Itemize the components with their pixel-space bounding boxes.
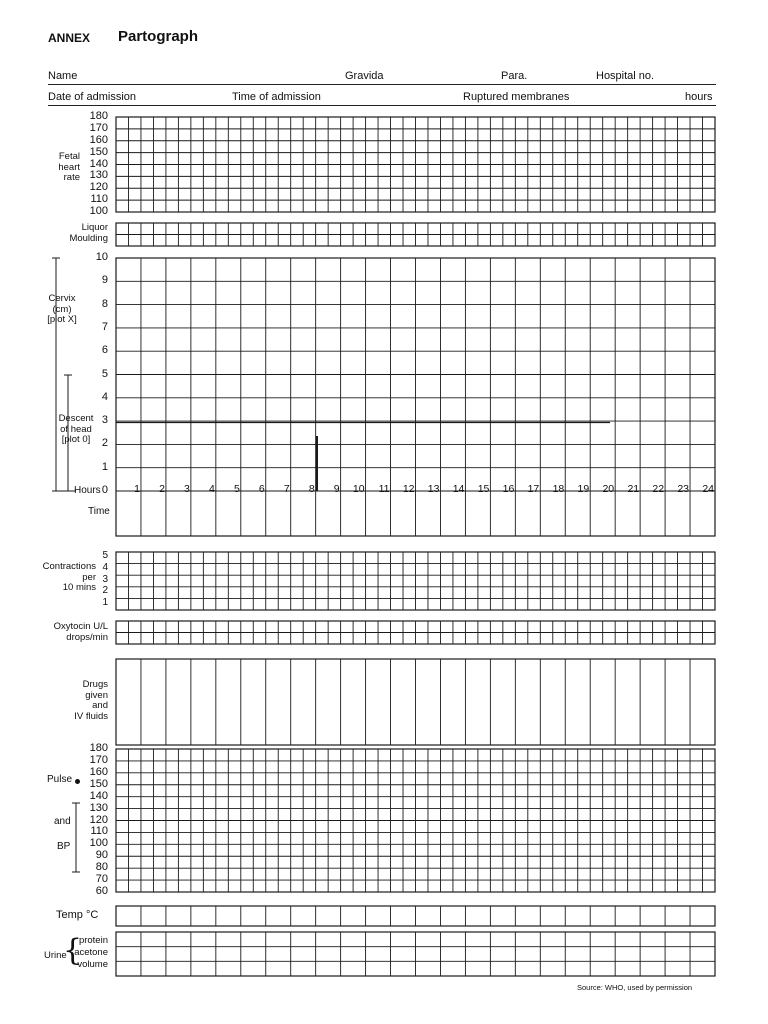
annex-label: ANNEX	[48, 31, 91, 45]
hour-label: 10	[352, 483, 365, 495]
contractions-label: Contractions per 10 mins	[42, 561, 96, 593]
hour-label: 6	[258, 483, 265, 495]
hour-label: 18	[552, 483, 565, 495]
axis-tick-label: 160	[89, 765, 108, 778]
page-title: Partograph	[118, 28, 199, 45]
axis-tick-label: 80	[95, 861, 108, 874]
axis-tick-label: 100	[89, 205, 108, 217]
axis-tick-label: 120	[89, 181, 108, 194]
gravida-field-label: Gravida	[345, 70, 384, 82]
axis-tick-label: 5	[102, 550, 108, 561]
hour-label: 8	[308, 483, 315, 495]
time-of-admission-label: Time of admission	[232, 91, 321, 103]
time-row-label: Time	[88, 506, 110, 517]
bp-label: BP	[57, 841, 71, 852]
pulse-label: Pulse	[47, 774, 73, 785]
hours-label: hours	[685, 91, 713, 103]
axis-tick-label: 4	[102, 561, 108, 573]
axis-tick-label: 140	[89, 157, 108, 170]
hour-label: 23	[677, 483, 690, 495]
hour-label: 17	[527, 483, 540, 495]
urine-rows-label: protein acetone volume	[74, 935, 108, 970]
hour-label: 13	[427, 483, 440, 495]
source-note: Source: WHO, used by permission	[577, 983, 693, 992]
liquor-moulding-label: Liquor Moulding	[69, 222, 108, 244]
descent-of-head-label: Descent of head [plot 0]	[58, 413, 94, 445]
axis-tick-label: 130	[89, 169, 108, 182]
axis-tick-label: 2	[102, 585, 108, 597]
axis-tick-label: 120	[89, 813, 108, 826]
ruptured-membranes-label: Ruptured membranes	[463, 91, 570, 103]
hour-label: 9	[333, 483, 340, 495]
axis-tick-label: 60	[95, 885, 108, 897]
fetal-heart-rate-label: Fetal heart rate	[58, 151, 80, 183]
date-of-admission-label: Date of admission	[48, 91, 137, 103]
axis-tick-label: 130	[89, 801, 108, 814]
hour-label: 16	[502, 483, 515, 495]
hour-label: 11	[378, 483, 390, 495]
temp-label: Temp °C	[56, 909, 99, 921]
axis-tick-label: 3	[102, 573, 108, 585]
axis-tick-label: 100	[89, 837, 108, 850]
axis-tick-label: 4	[101, 390, 108, 403]
axis-tick-label: 140	[89, 789, 108, 802]
axis-tick-label: 5	[101, 367, 108, 380]
hour-label: 14	[452, 483, 465, 495]
axis-tick-label: 0	[101, 484, 108, 496]
axis-tick-label: 110	[90, 193, 108, 206]
hour-label: 4	[208, 483, 215, 495]
hour-label: 15	[477, 483, 490, 495]
hour-label: 19	[577, 483, 590, 495]
axis-tick-label: 6	[101, 344, 108, 357]
hour-label: 12	[402, 483, 415, 495]
hour-label: 7	[283, 483, 290, 495]
axis-tick-label: 170	[89, 753, 108, 766]
axis-tick-label: 1	[102, 597, 108, 608]
hour-label: 21	[627, 483, 640, 495]
axis-tick-label: 10	[95, 251, 108, 263]
axis-tick-label: 90	[95, 849, 108, 862]
axis-tick-label: 180	[89, 742, 108, 754]
axis-tick-label: 170	[89, 121, 108, 134]
hour-label: 2	[159, 483, 165, 495]
hour-label: 1	[134, 483, 140, 495]
name-field-label: Name	[48, 70, 78, 82]
hour-label: 3	[184, 483, 190, 495]
axis-tick-label: 9	[101, 274, 108, 287]
axis-tick-label: 7	[101, 320, 108, 333]
hour-label: 20	[602, 483, 615, 495]
drugs-label: Drugs given and IV fluids	[74, 679, 108, 722]
axis-tick-label: 70	[95, 873, 108, 886]
hours-axis-label: Hours	[74, 485, 101, 496]
hospital-no-field-label: Hospital no.	[596, 70, 655, 82]
cervix-label: Cervix (cm) [plot X]	[47, 293, 77, 325]
axis-tick-label: 150	[89, 145, 108, 158]
urine-brace-icon: {	[63, 933, 83, 968]
axis-tick-label: 2	[101, 437, 108, 450]
hour-label: 5	[233, 483, 240, 495]
axis-tick-label: 1	[101, 460, 108, 473]
axis-tick-label: 160	[89, 133, 108, 146]
hour-label: 22	[652, 483, 665, 495]
para-field-label: Para.	[501, 70, 528, 82]
axis-tick-label: 180	[89, 110, 108, 122]
axis-tick-label: 150	[89, 777, 108, 790]
axis-tick-label: 110	[90, 825, 108, 838]
hour-label: 24	[702, 483, 714, 495]
axis-tick-label: 8	[101, 297, 108, 310]
and-label: and	[54, 816, 71, 827]
axis-tick-label: 3	[101, 414, 108, 427]
oxytocin-label: Oxytocin U/L drops/min	[53, 621, 108, 643]
urine-label: Urine	[44, 950, 67, 961]
